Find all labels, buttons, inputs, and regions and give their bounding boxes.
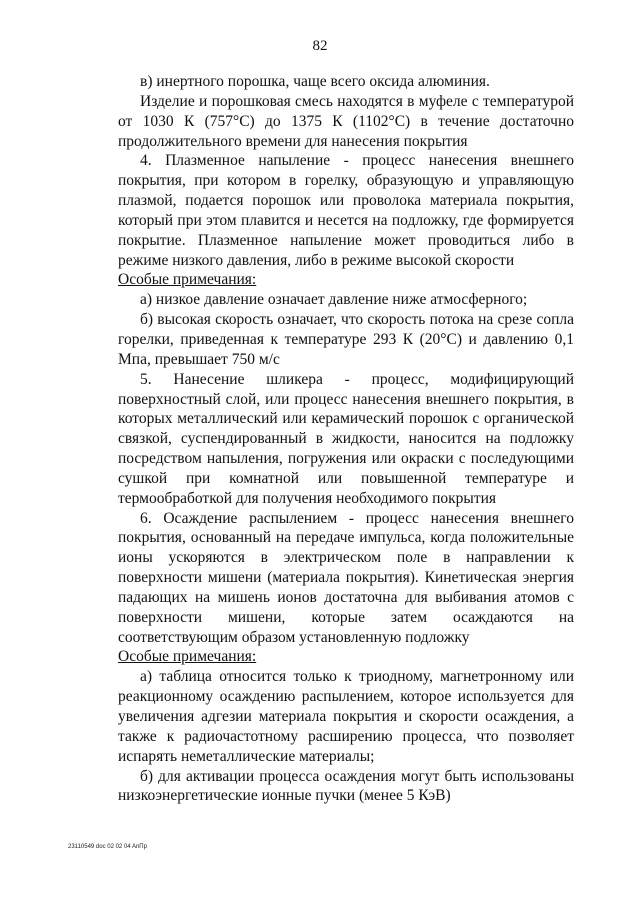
paragraph-item-v: в) инертного порошка, чаще всего оксида алюминия. xyxy=(140,73,490,90)
paragraph-sputtering: 6. Осаждение распылением - процесс нанесения внешнего покрытия, основанный на передаче импульса, когда положительные ионы ускоряются в электрическом поле в направлении к поверхности мишени (материала покрытия). Кинетическая энергия падающих на мишень ионов достаточна для выбивания атомов с поверхности мишени, которые затем осаждаются на соответствующим образом установленную подложку xyxy=(118,509,574,646)
paragraph-plasma-spraying: 4. Плазменное напыление - процесс нанесения внешнего покрытия, при котором в горелку, образующую и управляющую плазмой, подается порошок или проволока материала покрытия, который при этом плавится и несется на подложку, где формируется покрытие. Плазменное напыление может проводиться либо в режиме низкого давления, либо в режиме высокой скорости xyxy=(118,152,574,269)
special-notes-heading-text: Особые примечания: xyxy=(118,271,257,289)
special-notes-heading-2 xyxy=(118,647,574,667)
special-notes-heading xyxy=(118,270,574,290)
body-text xyxy=(118,72,574,806)
special-notes-heading-2-text: Особые примечания: xyxy=(118,648,257,666)
note-a-low-pressure: а) низкое давление означает давление ниже атмосферного; xyxy=(140,291,528,309)
note-a-table: а) таблица относится только к триодному, магнетронному или реакционному осаждению распылением, которое используется для увеличения адгезии материала покрытия и скорости осаждения, а также к радиочастотному расширению процесса, что позволяет испарять неметаллические материалы; xyxy=(118,668,574,765)
paragraph-muffle: Изделие и порошковая смесь находятся в муфеле с температурой от 1030 К (757°С) до 1375 К (1102°С) в течение достаточно продолжительного времени для нанесения покрытия xyxy=(118,92,574,150)
note-b-high-speed: б) высокая скорость означает, что скорость потока на срезе сопла горелки, приведенная к температуре 293 К (20°С) и давлению 0,1 Мпа, превышает 750 м/с xyxy=(118,311,574,368)
page-number: 82 xyxy=(312,38,328,54)
paragraph-slurry: 5. Нанесение шликера - процесс, модифицирующий поверхностный слой, или процесс нанесения внешнего покрытия, в которых металлический или керамический порошок с органической связкой, суспендированный в жидкости, наносится на подложку посредством напыления, погружения или окраски с последующими сушкой при комнатной или повышенной температуре и термообработкой для получения необходимого покрытия xyxy=(118,370,574,507)
note-b-ion-beams: б) для активации процесса осаждения могут быть использованы низкоэнергетические ионные пучки (менее 5 КэВ) xyxy=(118,767,574,805)
footer-document-code: 23110549 doc 02 02 04 AnПр xyxy=(68,844,147,850)
